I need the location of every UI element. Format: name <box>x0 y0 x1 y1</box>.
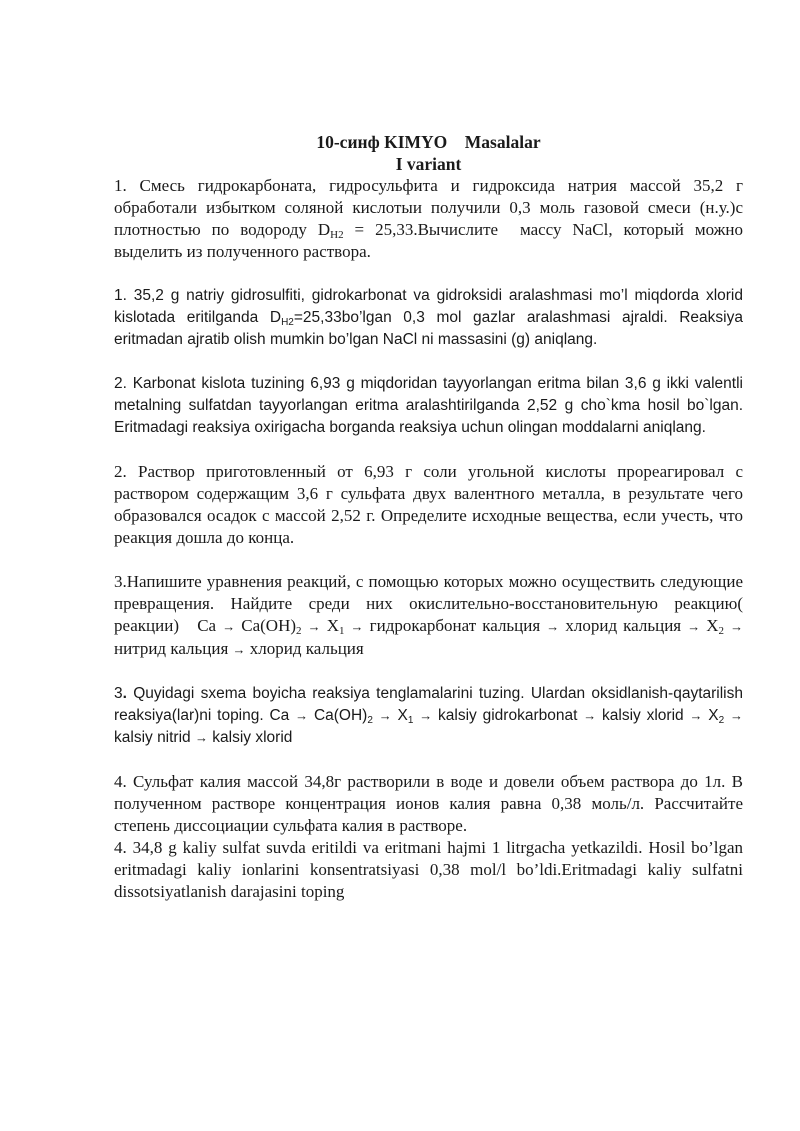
problem-1-russian <box>114 175 748 263</box>
problem-2-uzbek: 2. Karbonat kislota tuzining 6,93 g miqdoridan tayyorlangan eritma bilan 3,6 g ikki valentli metalning sulfatdan tayyorlangan eritma aralashtirilganda 2,52 g cho`kma hosil bo`lgan. Eritmadagi reaksiya oxirigacha borganda reaksiya uchun olingan moddalarni aniqlang. <box>114 375 743 436</box>
reaction-arrow: → <box>378 708 392 723</box>
problem-3-ru-caoh: Ca(OH) <box>241 616 297 635</box>
reaction-arrow: → <box>583 708 597 723</box>
problem-1-uz-text-a: 1. 35,2 g natriy gidrosulfiti, gidrokarbonat va gidroksidi aralashmasi mo’l miqdorda xlorid kislotada eritilganda D <box>114 287 743 326</box>
problem-3-ru-ca: Ca <box>197 616 217 635</box>
reaction-arrow: → <box>232 642 246 657</box>
problem-1-uzbek <box>114 285 743 351</box>
document-page <box>114 131 748 903</box>
reaction-arrow: → <box>222 619 236 634</box>
reaction-arrow: → <box>350 619 364 634</box>
problem-3-ru-x2: X <box>706 616 719 635</box>
problem-3-uz-number: 3 <box>114 685 123 702</box>
problem-4-russian: 4. Сульфат калия массой 34,8г растворили в воде и довели объем раствора до 1л. В полученном растворе концентрация ионов калия равна 0,38 моль/л. Рассчитайте степень диссоциации сульфата калия в растворе. <box>114 772 743 835</box>
reaction-arrow: → <box>689 708 703 723</box>
problem-3-uz-nitrid: kalsiy nitrid <box>114 729 191 746</box>
subscript-2: 2 <box>718 715 725 726</box>
subscript-2: 2 <box>296 625 302 637</box>
variant-heading: I variant <box>395 154 462 174</box>
reaction-arrow: → <box>729 708 743 723</box>
problem-3-ru-chloride: хлорид кальция <box>565 616 682 635</box>
reaction-arrow: → <box>307 619 321 634</box>
reaction-arrow: → <box>546 619 560 634</box>
problem-2-russian: 2. Раствор приготовленный от 6,93 г соли угольной кислоты прореагировал с раствором содержащим 3,6 г сульфата двух валентного металла, в результате чего образовался осадок с массой 2,52 г. Определите исходные вещества, если учесть, что реакция дошла до конца. <box>114 462 743 547</box>
reaction-arrow: → <box>687 619 701 634</box>
reaction-arrow: → <box>194 730 208 745</box>
problem-1-ru-text-a: 1. Смесь гидрокарбоната, гидросульфита и гидроксида натрия массой 35,2 г обработали избытком соляной кислотыи получили 0,3 моль газовой смеси (н.у.)с плотностью по водороду D <box>114 176 743 239</box>
problem-4-uzbek: 4. 34,8 g kaliy sulfat suvda eritildi va eritmani hajmi 1 litrgacha yetkazildi. Hosil bo’lgan eritmadagi kaliy ionlarini konsentratsiyasi 0,38 mol/l bo’ldi.Eritmadagi kaliy sulfatni dissotsiyatlanish darajasini toping <box>114 838 743 901</box>
problem-3-uzbek <box>114 683 748 749</box>
subscript-2: 2 <box>367 715 373 726</box>
problem-3-uz-xlorid: kalsiy xlorid <box>602 707 684 724</box>
problem-3-uz-x1: X <box>397 707 408 724</box>
problem-3-ru-hydrocarbonate: гидрокарбонат кальция <box>369 616 541 635</box>
reaction-arrow: → <box>730 619 744 634</box>
problem-1-uz-subscript: H2 <box>281 317 294 328</box>
spacer <box>114 263 743 285</box>
problem-3-uz-hydrocarbonat: kalsiy gidrokarbonat <box>438 707 578 724</box>
subscript-1: 1 <box>407 715 414 726</box>
problem-3-ru-nitride: нитрид кальция <box>114 639 229 658</box>
problem-3-ru-intro: 3.Напишите уравнения реакций, с помощью которых можно осуществить следующие превращения. Найдите среди них окислительно-восстановительную реакцию( реакции) <box>114 572 748 635</box>
spacer <box>114 549 743 571</box>
problem-3-uz-dot: . <box>122 685 127 702</box>
document-title: 10-синф KIMYO Masalalar <box>316 132 541 152</box>
spacer <box>114 439 743 461</box>
problem-3-uz-intro: Quyidagi sxema boyicha reaksiya tenglamalarini tuzing. Ulardan oksidlanish-qaytarilish reaksiya(lar)ni toping. <box>114 685 748 724</box>
problem-3-ru-chloride-end: хлорид кальция <box>249 639 364 658</box>
problem-3-uz-ca: Ca <box>269 707 290 724</box>
spacer <box>114 749 743 771</box>
problem-3-ru-x1: X <box>326 616 339 635</box>
subscript-1: 1 <box>338 625 345 637</box>
problem-1-ru-text-b: = 25,33.Вычислите массу NaCl, который можно выделить из полученного раствора. <box>114 220 748 261</box>
spacer <box>114 661 743 683</box>
problem-3-uz-xlorid-end: kalsiy xlorid <box>212 729 293 746</box>
reaction-arrow: → <box>295 708 309 723</box>
problem-1-uz-text-b: =25,33bo’lgan 0,3 mol gazlar aralashmasi ajraldi. Reaksiya eritmadan ajratib olish mumkin bo’lgan NaCl ni massasini (g) aniqlang. <box>114 309 743 348</box>
spacer <box>114 351 743 373</box>
reaction-arrow: → <box>419 708 433 723</box>
problem-3-uz-x2: X <box>708 707 719 724</box>
problem-3-russian <box>114 571 748 661</box>
problem-1-ru-subscript: H2 <box>330 229 344 241</box>
problem-3-uz-caoh: Ca(OH) <box>313 707 368 724</box>
subscript-2: 2 <box>718 625 725 637</box>
